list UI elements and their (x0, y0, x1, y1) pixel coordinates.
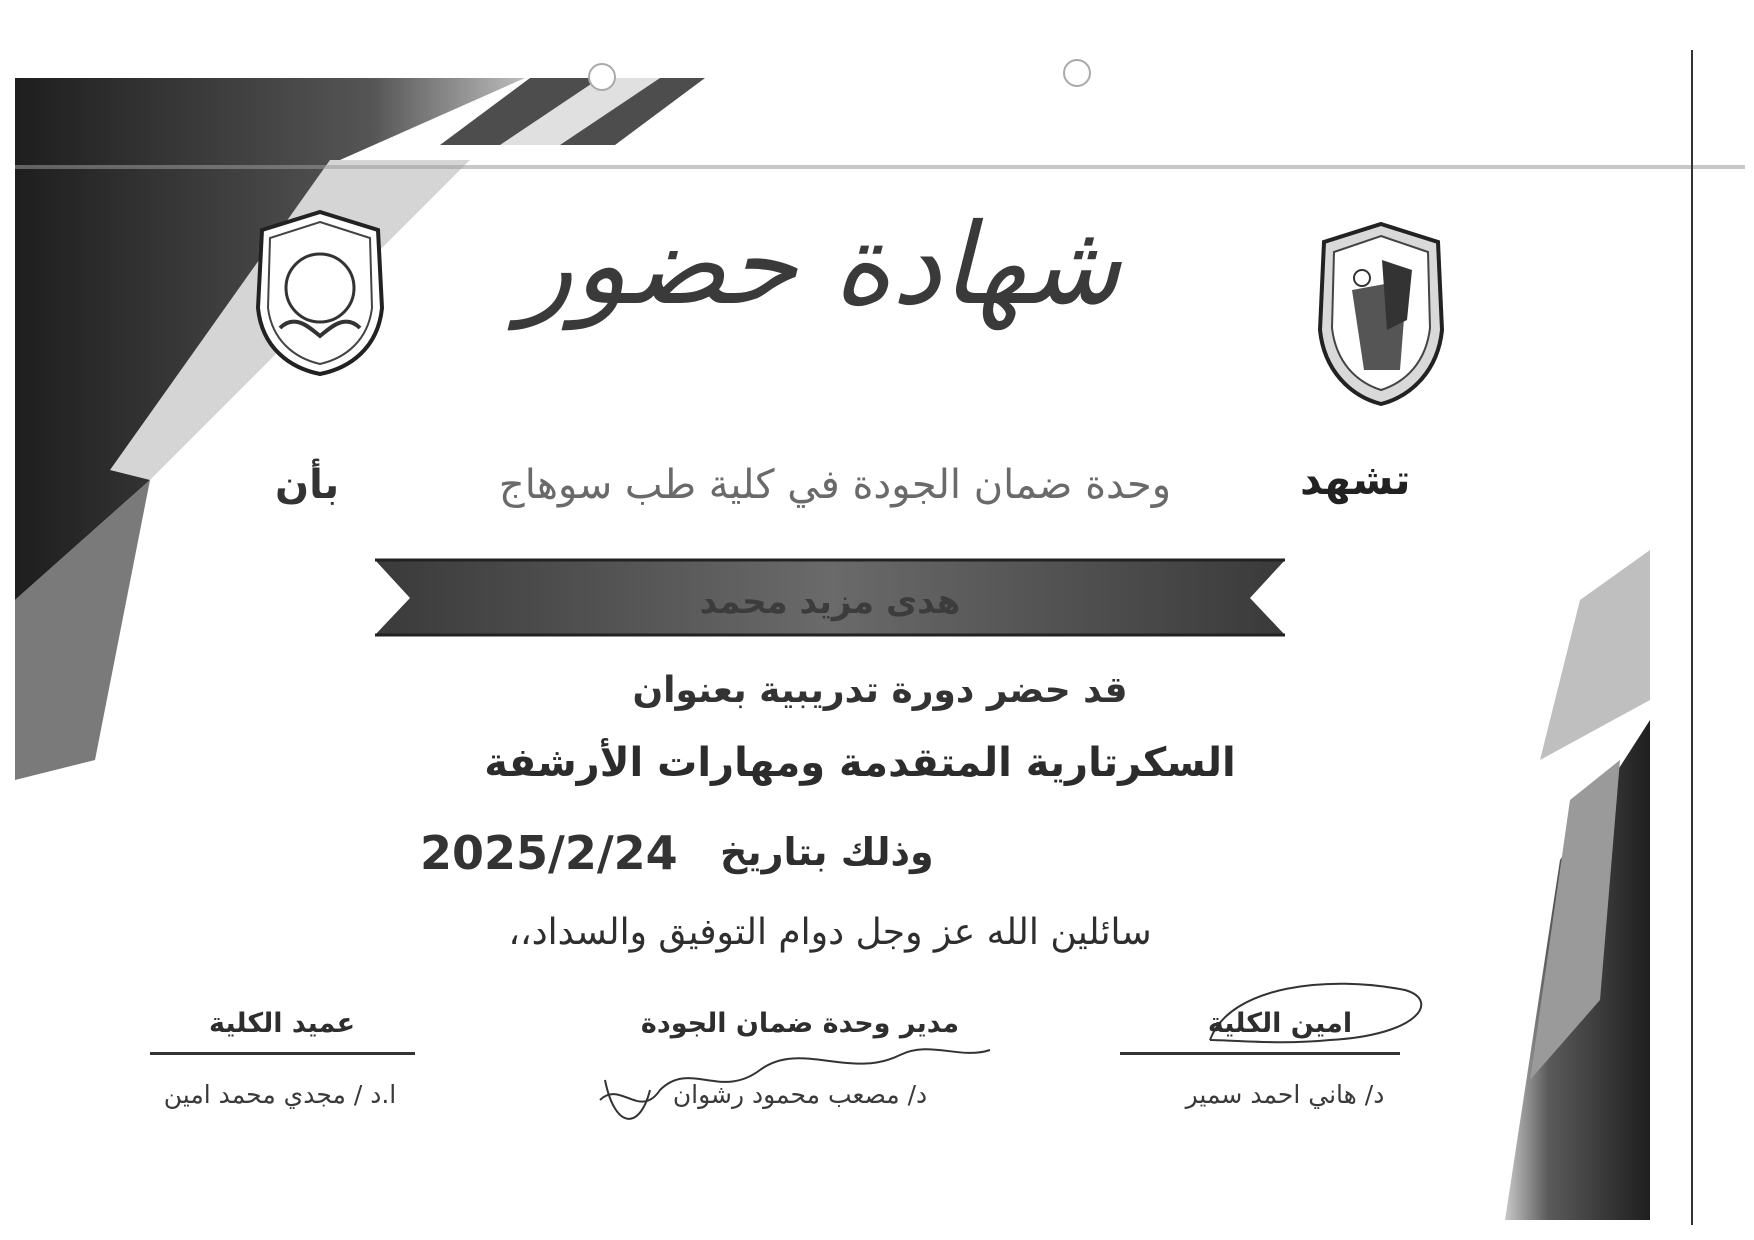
that-word: بأن (275, 462, 340, 508)
certificate-title: شهادة حضور (518, 200, 1122, 330)
scan-line (15, 165, 1745, 169)
date-value: 2025/2/24 (420, 826, 678, 880)
university-seal-logo (1312, 220, 1450, 410)
sig-line-dean (150, 1052, 415, 1055)
issuing-unit: وحدة ضمان الجودة في كلية طب سوهاج (498, 462, 1172, 508)
dean-name: ا.د / مجدي محمد امين (163, 1080, 397, 1109)
right-light-band (1540, 550, 1650, 760)
dean-role: عميد الكلية (208, 1008, 356, 1039)
date-label: وذلك بتاريخ (720, 830, 934, 874)
recipient-name: هدى مزيد محمد (699, 582, 961, 622)
sig-line-secretary (1120, 1052, 1400, 1055)
course-intro: قد حضر دورة تدريبية بعنوان (632, 670, 1128, 711)
punch-hole-right (1064, 60, 1090, 86)
witness-verb: تشهد (1300, 455, 1411, 504)
secretary-role: امين الكلية (1207, 1008, 1353, 1039)
director-name: د/ مصعب محمود رشوان (672, 1080, 928, 1109)
director-role: مدير وحدة ضمان الجودة (640, 1008, 960, 1039)
secretary-name: د/ هاني احمد سمير (1185, 1080, 1385, 1109)
punch-hole-left (589, 64, 615, 90)
faculty-seal-logo (250, 208, 390, 378)
course-title: السكرتارية المتقدمة ومهارات الأرشفة (484, 740, 1236, 786)
closing-prayer: سائلين الله عز وجل دوام التوفيق والسداد،، (508, 912, 1152, 953)
